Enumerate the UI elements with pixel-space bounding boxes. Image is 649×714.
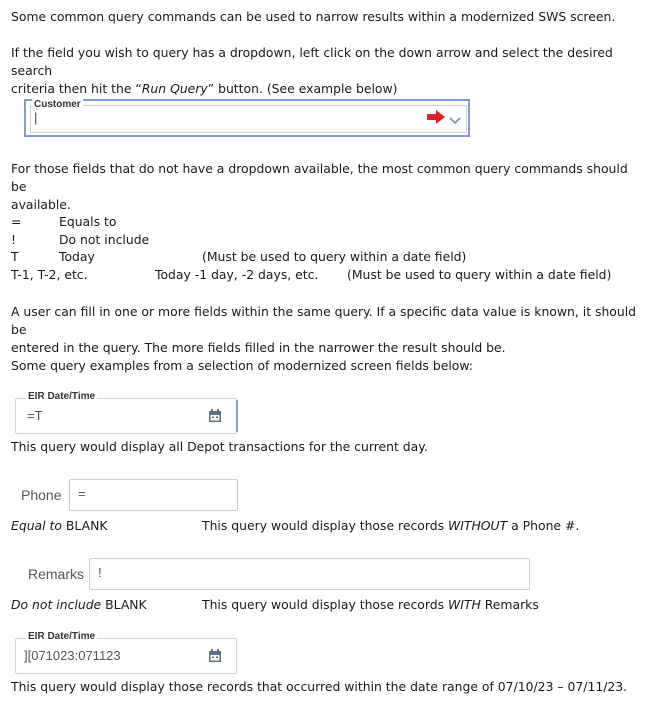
- customer-label: Customer: [34, 99, 81, 110]
- dropdown-paragraph-line2: criteria then hit the “Run Query” button. (See example below): [11, 81, 398, 96]
- chevron-down-icon[interactable]: [449, 113, 461, 128]
- eir-datetime-range-field[interactable]: [15, 631, 237, 674]
- eir-datetime-field[interactable]: [15, 391, 237, 434]
- intro-text: Some common query commands can be used to narrow results within a modernized SWS screen.: [11, 9, 616, 24]
- example3-caption: Do not include BLANK: [11, 597, 147, 612]
- command-meaning: Equals to: [59, 214, 117, 229]
- dropdown-paragraph: [11, 44, 641, 98]
- example2-description: This query would display those records WITHOUT a Phone #.: [202, 518, 580, 533]
- example2-caption: Equal to BLANK: [11, 518, 108, 533]
- command-note: (Must be used to query within a date field): [202, 249, 467, 264]
- command-symbol: T-1, T-2, etc.: [11, 267, 88, 282]
- phone-input[interactable]: =: [78, 486, 86, 501]
- command-meaning: Today -1 day, -2 days, etc.: [155, 267, 319, 282]
- no-dropdown-line1: For those fields that do not have a dropdown available, the most common query commands should be: [11, 161, 628, 194]
- phone-field[interactable]: [69, 479, 238, 511]
- fill-line2: entered in the query. The more fields filled in the narrower the result should be.: [11, 340, 506, 355]
- remarks-field[interactable]: [89, 558, 530, 590]
- customer-input-cursor[interactable]: |: [34, 110, 38, 125]
- fill-line1: A user can fill in one or more fields within the same query. If a specific data value is known, it should be: [11, 304, 637, 337]
- calendar-icon[interactable]: [208, 409, 222, 423]
- eir-datetime-range-label: EIR Date/Time: [28, 631, 96, 642]
- focus-indicator: [236, 400, 238, 432]
- command-meaning: Today: [59, 249, 95, 264]
- command-symbol: =: [11, 214, 22, 229]
- remarks-input[interactable]: !: [98, 565, 102, 580]
- calendar-icon[interactable]: [208, 649, 222, 663]
- fill-paragraph: [11, 303, 641, 357]
- no-dropdown-line2: available.: [11, 197, 71, 212]
- examples-intro: Some query examples from a selection of modernized screen fields below:: [11, 358, 473, 373]
- command-symbol: !: [11, 232, 16, 247]
- customer-dropdown[interactable]: [24, 99, 470, 137]
- example1-description: This query would display all Depot transactions for the current day.: [11, 439, 428, 454]
- eir-datetime-range-input[interactable]: ][071023:071123: [24, 648, 121, 663]
- eir-datetime-input[interactable]: =T: [27, 408, 43, 423]
- eir-datetime-label: EIR Date/Time: [28, 391, 96, 402]
- example3-description: This query would display those records WITH Remarks: [202, 597, 539, 612]
- phone-label: Phone: [21, 487, 62, 503]
- dropdown-paragraph-line1: If the field you wish to query has a dropdown, left click on the down arrow and select the desired search: [11, 45, 613, 78]
- command-note: (Must be used to query within a date field): [347, 267, 612, 282]
- remarks-label: Remarks: [28, 566, 85, 582]
- red-arrow-icon: [427, 110, 445, 127]
- example4-description: This query would display those records that occurred within the date range of 07/10/23 – 07/11/23.: [11, 679, 628, 694]
- no-dropdown-paragraph: [11, 160, 641, 214]
- command-symbol: T: [11, 249, 19, 264]
- command-meaning: Do not include: [59, 232, 150, 247]
